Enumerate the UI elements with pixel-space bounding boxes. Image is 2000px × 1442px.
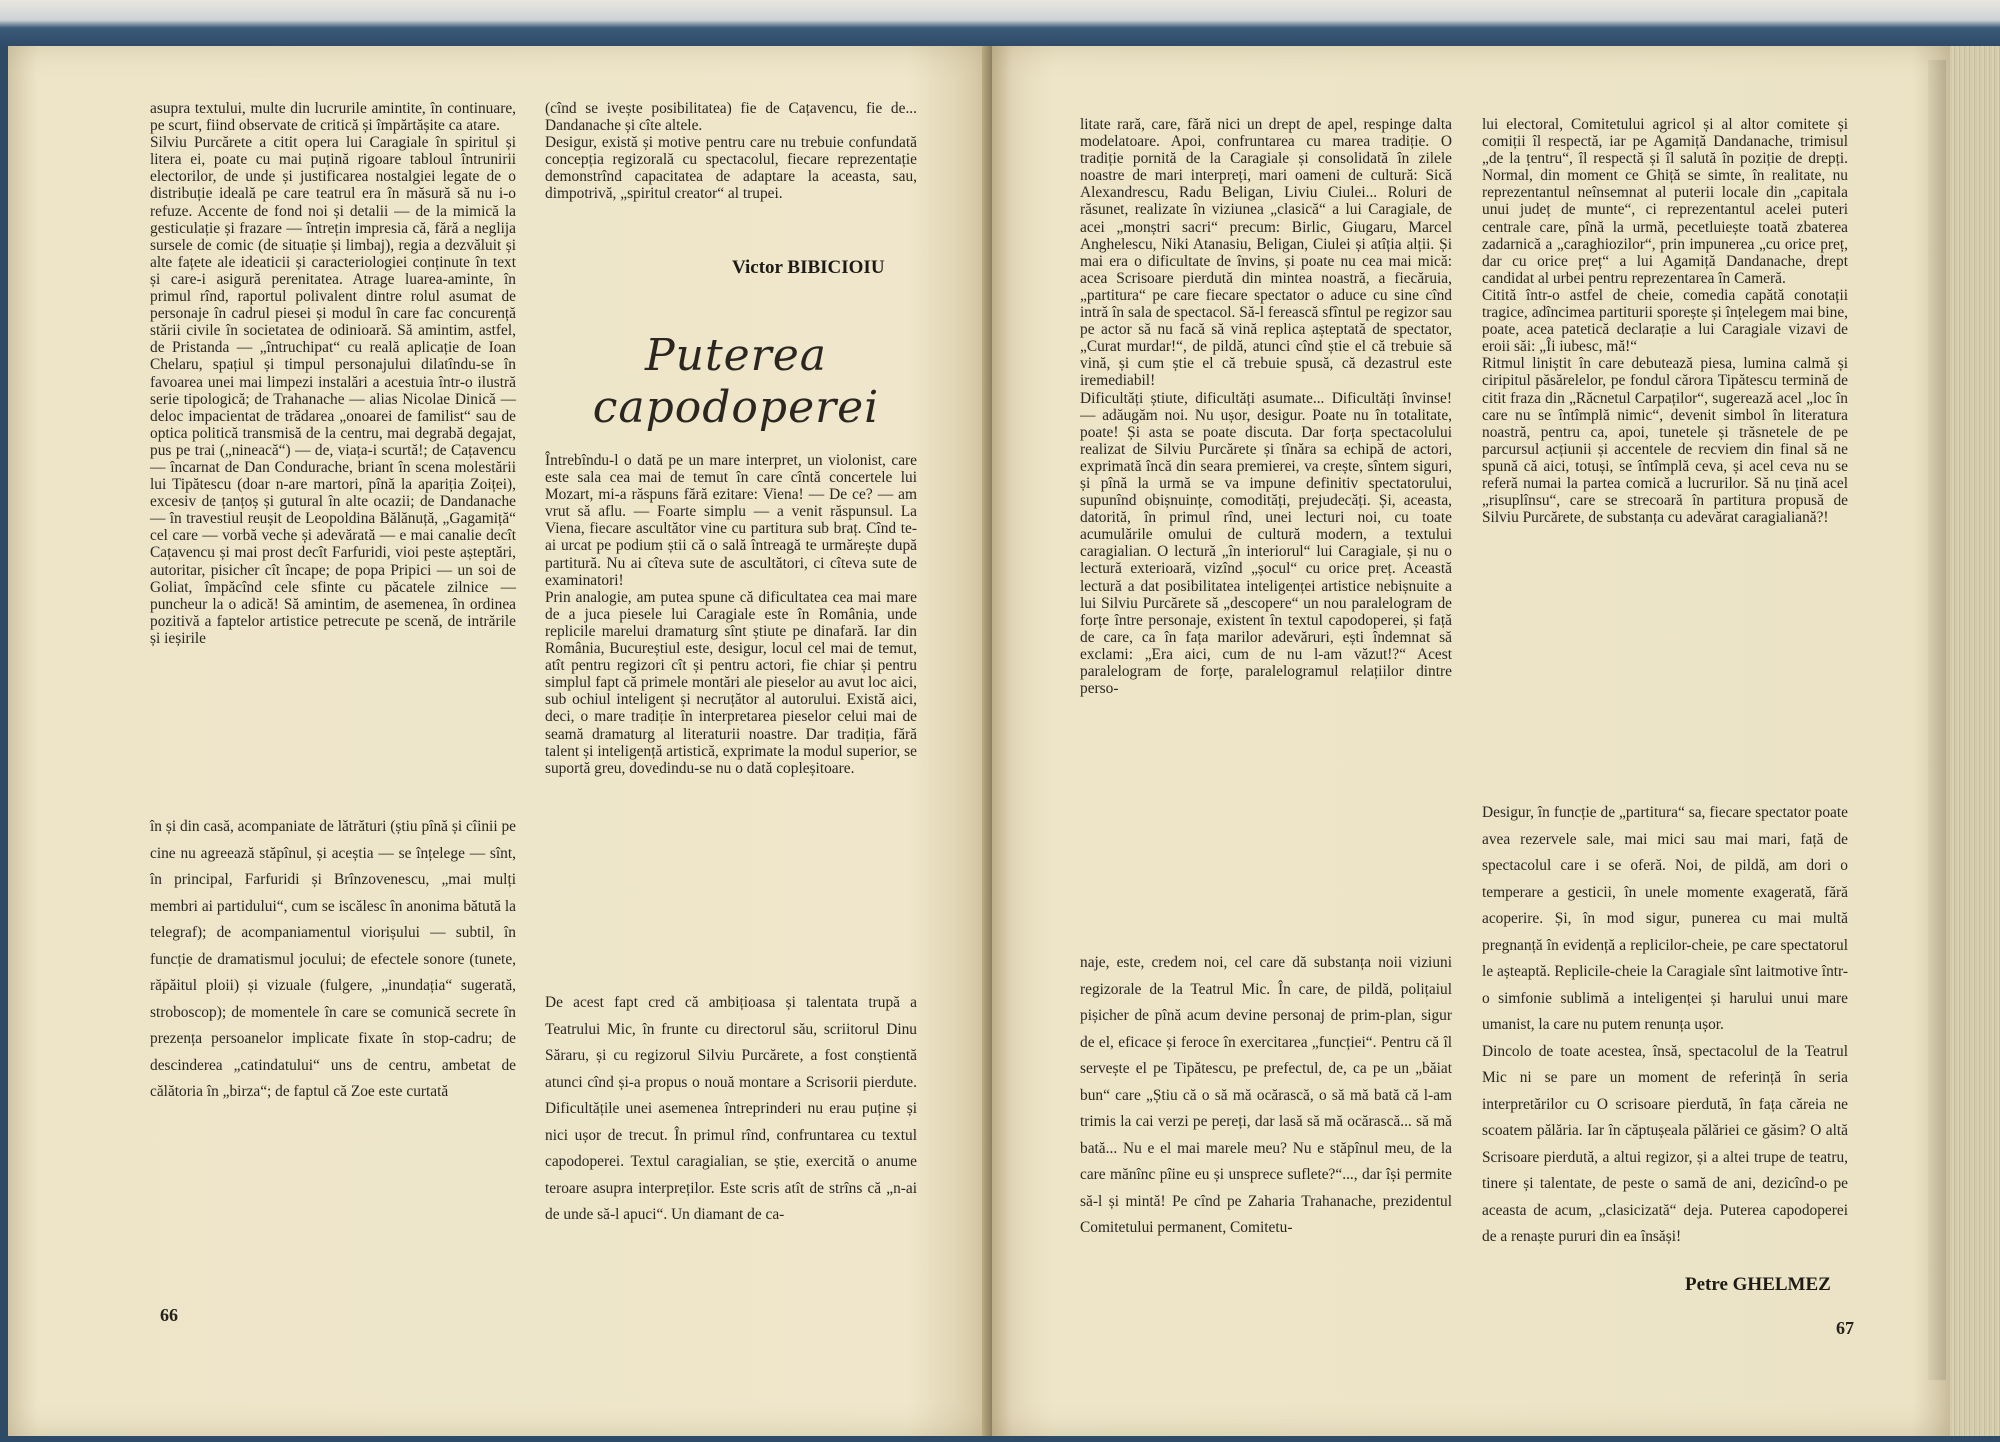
book-cover-edge <box>0 0 2000 48</box>
left-column-2-middle: Întrebîndu-l o dată pe un mare interpret, un violonist, care este sala cea mai de temut în care cîntă concertele lui Mozart, mi-a răspuns fără ezitare: Viena! — De ce? — am vrut să aflu. — Foarte simplu — a venit răspunsul. La Viena, fiecare ascultător vine cu partitura sub braț. Cînd te-ai urcat pe podium știi că o sală întreagă te urmărește după partitură. Nu ai cîteva sute de ascultători, ci cîteva sute de examinatori! Prin analogie, am putea spune că dificultatea cea mai mare de a juca piesele lui Caragiale este în România, unde replicile marelui dramaturg sînt știute pe dinafară. Iar din România, Bucureștiul este, desigur, locul cel mai de temut, atît pentru regizori cît și pentru actori, fie chiar și pentru simplul fapt că primele montări ale pieselor au avut loc aici, sub ochiul inteligent și necruțător al autorului. Există aici, deci, o mare tradiție în interpretarea pieselor celui mai de seamă dramaturg al literaturii noastre. Dar tradiția, fără talent și inteligență artistică, exprimate la modul superior, se suportă greu, dovedindu-se nu o dată copleșitoare. <box>545 452 917 777</box>
article-title-line-2: capodoperei <box>592 382 880 433</box>
article-title <box>586 330 886 434</box>
left-column-1-bottom: în și din casă, acompaniate de lătrături (știu pînă și cîinii pe cine nu agreează stăpînul, și aceștia — se înțelege — sînt, în principal, Farfuridi și Brînzovenescu, „mai mulți membri ai partidului“, cum se iscălesc în anonima bătută la telegraf); de acompaniamentul viorișului — subtil, în funcție de dramatismul jocului; de efectele sonore (tunete, răpăitul ploii) și vizuale (fulgere, „inundația“ sugerată, stroboscop); de momentele în care se comunică secrete în prezența persoanelor implicate fixate în stop-cadru; de descinderea „catindatului“ uns de centru, ambetat de călătoria în „birza“; de faptul că Zoe este curtată <box>150 818 516 1100</box>
left-column-1-top: asupra textului, multe din lucrurile amintite, în continuare, pe scurt, fiind observate de critică și împărtășite ca atare. Silviu Purcărete a citit opera lui Caragiale în spiritul și litera ei, poate cu mai puțină rigoare tabloul întrunirii electorilor, de unde și justificarea nostalgiei legate de o distribuție ideală pe care teatrul era în măsură să nu i-o refuze. Accente de fond noi și detalii — de la mimică la gesticulație și frazare — întrețin impresia că, fără a neglija sursele de comic (de situație și limbaj), regia a dezvăluit și alte fațete ale ideaticii și caracteriologiei conținute în text și care-i asigură perenitatea. Atrage luarea-aminte, în primul rînd, raportul polivalent dintre rolul asumat de personaje în cadrul piesei și modul în care fac concurență stării civile în societatea de odinioară. Să amintim, astfel, de Pristanda — „întruchipat“ cu reală aplicație de Ioan Chelaru, spațiul și timpul personajului dilatîndu-se în favoarea unei mai limpezi instalări a acestuia într-o ilustră serie tipologică; de Trahanache — alias Nicolae Dinică — deloc impacientat de trădarea „onoarei de familist“ sau de optica politică transmisă de la centru, mai degrabă degajat, pus pe trai („nineacă“) — de, viața-i scurtă!; de Cațavencu — încarnat de Dan Condurache, briant în scena molestării lui Tipătescu (doar n-are martori, pînă la apariția Zoiței), excesiv de țanțoș și gutural în alte ocazii; de Dandanache — în travestiul reușit de Leopoldina Bălănuță, „Gagamiță“ cel care — vorbă veche și adevărată — e mai canalie decît Cațavencu și mai prost decît Farfuridi, vioi peste așteptări, autoritar, pisicher cît încape; de popa Pripici — un soi de Goliat, împăcînd cele sfinte cu păcatele zilnice — puncheur la o adică! Să amintim, de asemenea, în ordinea pozitivă a faptelor artistice petrecute pe scenă, de intrările și ieșirile <box>150 100 516 647</box>
right-column-1-top: litate rară, care, fără nici un drept de apel, respinge dalta modelatoare. Apoi, confruntarea cu marea tradiție. O tradiție pornită de la Caragiale și consolidată în zilele noastre de mari interpreți, mari oameni de cultură: Sică Alexandrescu, Radu Beligan, Liviu Ciulei... Roluri de răsunet, realizate în viziunea „clasică“ a lui Caragiale, de acei „monștri sacri“ precum: Birlic, Giugaru, Marcel Anghelescu, Niki Atanasiu, Beligan, Ciulei și atîția alții. Și mai era o dificultate de învins, și poate nu cea mai mică: acea Scrisoare pierdută din mintea noastră, a fiecăruia, „partitura“ pe care fiecare spectator o aduce cu sine cînd intră în sala de spectacol. Să-l ferească sfîntul pe regizor sau pe actor să nu facă să vină replica așteptată de spectator, „Curat murdar!“, de pildă, atunci cînd știe el că trebuie să vină, și cum știe el că trebuie spusă, că dezastrul este iremediabil! Dificultăți știute, dificultăți asumate... Dificultăți învinse! — adăugăm noi. Nu ușor, desigur. Poate nu în totalitate, poate! Și asta se poate discuta. Dar forța spectacolului realizat de Silviu Purcărete și tînăra sa echipă de actori, exprimată încă din seara premierei, va crește, sîntem siguri, și pînă la urmă se va impune definitiv spectatorului, supunînd obișnuințe, comodități, prejudecăți. Și, aceasta, datorită, în primul rînd, unei lecturi noi, cu toate acumulările omului de cultură modern, a textului caragialian. O lectură „în interiorul“ lui Caragiale, și nu o lectură exterioară, vizînd „șocul“ cu orice preț. Această lectură a dat posibilitatea inteligenței artistice nebișnuite a lui Silviu Purcărete să „descopere“ un nou paralelogram de forțe între personaje, existent în textul capodoperei, și față de care, ca în fața marilor adevăruri, ești îndemnat să exclami: „Era aici, cum de nu l-am văzut!?“ Acest paralelogram de forțe, paralelogramul relațiilor dintre perso- <box>1080 116 1452 698</box>
right-column-2-top: lui electoral, Comitetului agricol și al altor comitete și comiții îl respectă, iar pe Agamiță Dandanache, trimisul „de la țentru“, îl respectă și îl salută în poziție de drepți. Normal, din moment ce Ghiță se simte, în realitate, nu reprezentantul neînsemnat al puterii locale din „capitala unui județ de munte“, ci reprezentantul acelei puteri centrale care, pînă la urmă, pecetluiește toată zbaterea zadarnică a „caraghiozilor“, prin impunerea „cu orice preț, dar cu orice preț“ a lui Agamiță Dandanache, drept candidat al urbei pentru reprezentarea în Cameră. Citită într-o astfel de cheie, comedia capătă conotații tragice, adîncimea partiturii sporește și înțelegem mai bine, poate, acea patetică declarație a lui Caragiale vizavi de eroii săi: „Îi iubesc, mă!“ Ritmul liniștit în care debutează piesa, lumina calmă și ciripitul păsărelelor, pe fondul cărora Tipătescu termină de citit fraza din „Răcnetul Carpaților“, sugerează acel „loc în care nu se întîmplă nimic“, devenit simbol în literatura noastră, pentru ca, apoi, tunetele și trăsnetele de pe parcursul acțiunii și accentele de recviem din final să ne spună că aici, totuși, se întîmplă ceva, și acel ceva nu se referă numai la partea comică a lucrurilor. Să nu țină acel „risuplînsu“, care se strecoară în partitura propusă de Silviu Purcărete, de substanța cu adevărat caragialiană?! <box>1482 116 1848 527</box>
page-shadow <box>1928 60 1946 1380</box>
page-number-left: 66 <box>160 1305 178 1325</box>
right-column-1-bottom: naje, este, credem noi, cel care dă substanța noii viziuni regizorale de la Teatrul Mic. În care, de pildă, polițaiul pișicher de pînă acum devine personaj de prim-plan, sigur de el, eficace și feroce în exercitarea „funcției“. Pentru că îl servește el pe Tipătescu, pe prefectul, de, ca pe un „băiat bun“ care „Știu că o să mă ocărască, o să mă bată că l-am trimis la cai verzi pe pereți, dar lasă să mă ocărască... să mă bată... Nu e el mai marele meu? Nu e stăpînul meu, de la care mănînc pîine eu și unsprece suflete?“..., dar își permite să-l și mintă! Pe cînd pe Zaharia Trahanache, prezidentul Comitetului permanent, Comitetu- <box>1080 954 1452 1236</box>
page-number-right: 67 <box>1836 1318 1854 1338</box>
author-signature-2: Petre GHELMEZ <box>1685 1274 1831 1295</box>
left-column-2-bottom: De acest fapt cred că ambițioasa și talentata trupă a Teatrului Mic, în frunte cu directorul său, scriitorul Dinu Săraru, și cu regizorul Silviu Purcărete, a fost conștientă atunci cînd și-a propus o nouă montare a Scrisorii pierdute. Dificultățile unei asemenea întreprinderi nu erau puține și nici ușor de trecut. În primul rînd, confruntarea cu textul capodoperei. Textul caragialian, se știe, exercită o anume teroare asupra interpreților. Este scris atît de strîns că „n-ai de unde să-l apuci“. Un diamant de ca- <box>545 994 917 1223</box>
article-title-line-1: Puterea <box>645 330 827 381</box>
right-column-2-bottom: Desigur, în funcție de „partitura“ sa, fiecare spectator poate avea rezervele sale, mai mici sau mai mari, față de spectacolul care i se oferă. Noi, de pildă, am dori o temperare a gesticii, în unele momente exagerată, fără acoperire. Și, în mod sigur, punerea cu mai multă pregnanță în evidență a replicilor-cheie, pe care spectatorul le așteaptă. Replicile-cheie la Caragiale sînt laitmotive într-o simfonie sublimă a inteligenței și harului unui mare umanist, la care nu putem renunța ușor. Dincolo de toate acestea, însă, spectacolul de la Teatrul Mic ni se pare un moment de referință în seria interpretărilor cu O scrisoare pierdută, în fața căreia ne scoatem pălăria. Iar în căptușeala pălăriei ce găsim? O altă Scrisoare pierdută, a altui regizor, și a altei trupe de teatru, tinere și talentate, de peste o samă de ani, dezicînd-o pe aceasta de acum, „clasicizată“ deja. Puterea capodoperei de a renaște pururi din ea însăși! <box>1482 804 1848 1245</box>
left-column-2-top: (cînd se ivește posibilitatea) fie de Cațavencu, fie de... Dandanache și cîte altele. Desigur, există și motive pentru care nu trebuie confundată concepția regizorală cu spectacolul, fiecare reprezentație demonstrînd capacitatea de adaptare la aceasta, sau, dimpotrivă, „spiritul creator“ al trupei. <box>545 100 917 203</box>
page-edges <box>1950 46 2000 1436</box>
author-signature-1: Victor BIBICIOIU <box>732 257 885 278</box>
